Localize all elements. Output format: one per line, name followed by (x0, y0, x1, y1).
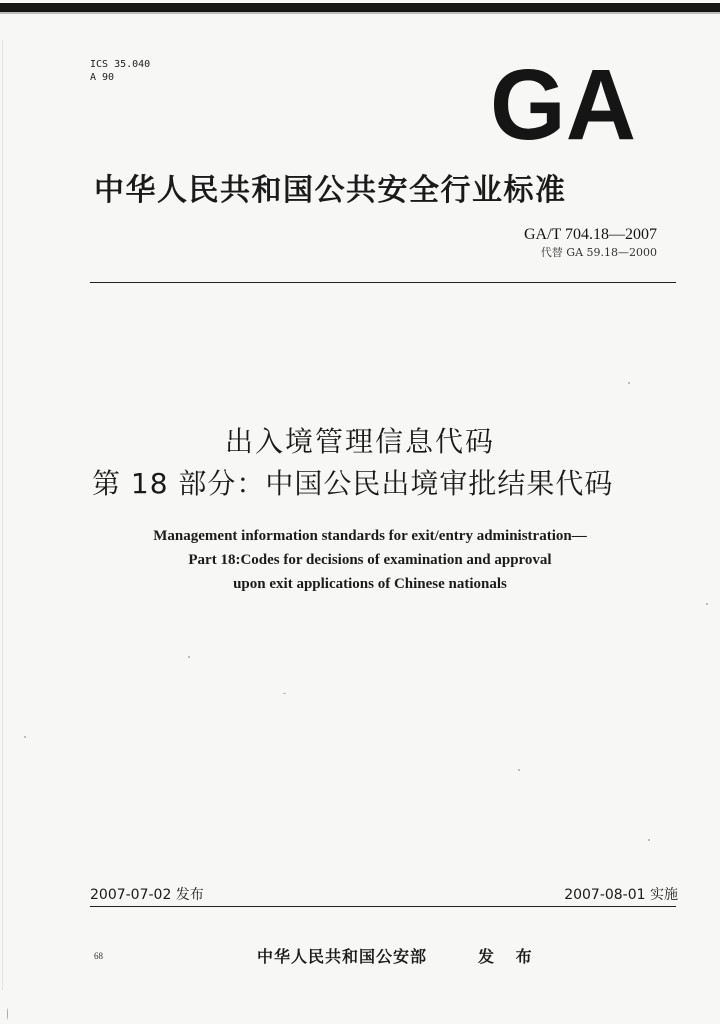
title-en-line2: Part 18:Codes for decisions of examination and approval (188, 552, 552, 568)
ga-logo-text: GA (490, 63, 636, 141)
issuing-authority: 中华人民共和国公安部 (257, 947, 428, 966)
title-en-line3: upon exit applications of Chinese nationals (233, 576, 507, 592)
title-en-line1: Management information standards for exit/entry administration— (153, 528, 587, 544)
ics-code: ICS 35.040 (90, 59, 151, 70)
standard-number: GA/T 704.18—2007 (523, 226, 657, 243)
issue-label: 发 布 (478, 947, 540, 966)
scan-speck (706, 603, 708, 605)
replaces-standard: 代替 GA 59.18—2000 (540, 246, 657, 259)
title-cn-part: 第 18 部分：中国公民出境审批结果代码 (92, 467, 614, 500)
title-cn-main: 出入境管理信息代码 (224, 425, 495, 458)
implementation-date: 2007-08-01 实施 (564, 887, 678, 903)
header-divider (90, 282, 676, 283)
scan-speck (188, 656, 190, 658)
page-left-edge (2, 40, 3, 990)
top-border-shadow (0, 12, 720, 14)
scan-speck (518, 769, 520, 771)
classification-code: A 90 (90, 72, 115, 83)
top-border-bar (0, 3, 720, 12)
ga-logo (490, 63, 636, 141)
scan-speck (7, 1008, 8, 1020)
scan-speck (628, 382, 630, 384)
scan-speck (648, 839, 650, 841)
page-number: 68 (94, 951, 103, 961)
issue-date: 2007-07-02 发布 (90, 887, 204, 903)
scan-speck (24, 736, 26, 738)
scan-speck (283, 693, 286, 694)
standard-type-title: 中华人民共和国公共安全行业标准 (94, 173, 567, 208)
footer-divider (90, 906, 676, 907)
